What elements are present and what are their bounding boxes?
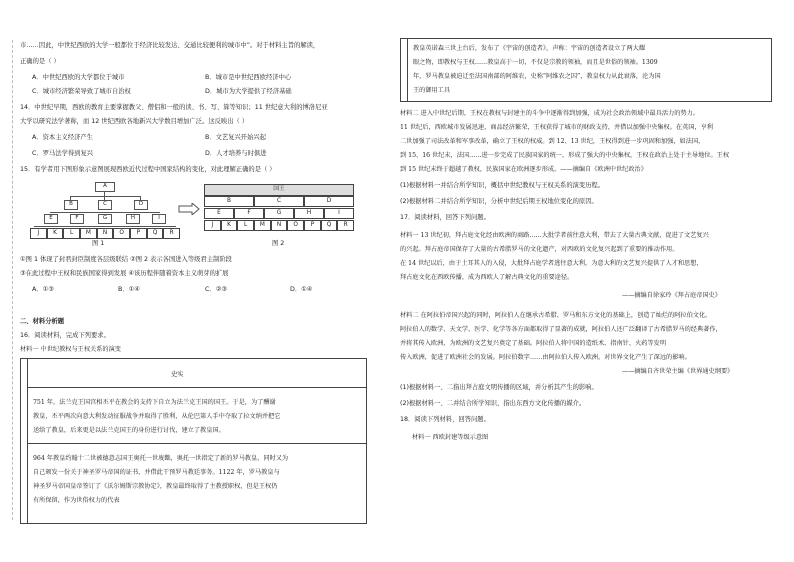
fig2-row2-cell-2: G: [264, 208, 294, 219]
figure-1-caption: 图 1: [92, 240, 105, 247]
figure-2-caption: 图 2: [272, 240, 285, 247]
q17-req2: (2)根据材料一、二并结合所学知识，指出东西方文化传播的媒介。: [400, 400, 586, 407]
q13-option-b: B．城市是中世纪西欧经济中心: [205, 74, 292, 81]
q16-material-title: 材料一 中世纪教权与王权关系的演变: [20, 346, 121, 353]
q16-line1: 16．阅读材料，完成下列要求。: [20, 332, 110, 339]
fig1-node-a: A: [95, 182, 115, 192]
q17-m1-source: ——摘编自徐家玲《拜占庭帝国史》: [622, 292, 721, 299]
fig1-node-i: I: [152, 214, 166, 224]
figure-1: [30, 180, 180, 246]
fig2-row2-cell-1: F: [234, 208, 264, 219]
fig1-node-h: H: [126, 214, 140, 224]
table-row1-line2: 教皇，丕平两次向意大利发动征服战争并取得了胜利，从伦巴第人手中夺取了拉文纳并把它: [33, 413, 281, 420]
fig1-leaf-0: J: [30, 228, 47, 239]
q13-option-d: D．城市为大学提供了经济基础: [205, 88, 292, 95]
q16-req1: (1)根据材料一并结合所学知识，概括中世纪教权与王权关系的演变历程。: [400, 182, 605, 189]
fig2-row2-cell-0: E: [204, 208, 234, 219]
fig1-node-g: G: [98, 214, 112, 224]
fig2-row3-cell-8: R: [337, 220, 354, 231]
q15-items1: ①图 1 体现了封君封臣制度各层级联结 ②图 2 表示各国进入等级君主制阶段: [20, 256, 232, 263]
fig1-leaf-6: P: [130, 228, 147, 239]
table-row2-line1: 964 年教皇约翰十二世被德意志国王奥托一世废黜，奥托一世指定了新的罗马教皇，同时又为: [33, 455, 289, 462]
fig1-leaf-8: R: [163, 228, 180, 239]
q17-line1: 17．阅读材料，回答下列问题。: [400, 214, 490, 221]
q17-m1-line2: 的兴起。拜占庭帝国保存了大量的古希腊罗马的文化遗产，对西欧的文化复兴起到了重要的推动作用。: [400, 246, 679, 253]
fig1-node-e: E: [44, 214, 58, 224]
figure-2: [204, 184, 354, 236]
fig2-king: 国王: [204, 184, 354, 196]
q17-m1-line1: 材料一 13 世纪初，拜占庭文化经由欧洲的商路……大批学者前往意大利，带去了大量古典文献，促进了文艺复兴: [400, 232, 709, 239]
fig1-leaf-1: K: [47, 228, 64, 239]
fig2-row1-cell-0: B: [204, 196, 254, 207]
table-row2-line2: 自己颁发一份关于神圣罗马帝国的证书，并借此干预罗马教廷事务。1122 年，罗马教皇与: [33, 469, 280, 476]
fig1-leaf-7: Q: [147, 228, 164, 239]
fig2-row3-cell-4: N: [271, 220, 288, 231]
fig2-row3: [204, 220, 354, 230]
box-line3: 年，罗马教皇被迫迁至法国南部的阿维农，史称“阿维农之囚”，教皇权力从此衰落，沦为国: [413, 73, 661, 80]
q14-option-d: D．人才培养与时俱进: [205, 150, 267, 157]
q15-items2: ③在此过程中王权和民族国家得到发展 ④该历程伴随着资本主义萌芽的扩展: [20, 270, 229, 277]
fig2-row3-cell-2: L: [237, 220, 254, 231]
fig2-row3-cell-3: M: [254, 220, 271, 231]
material-box: [400, 38, 772, 102]
box-line1: 教皇英诺森三世上台后，发布了《宇宙的创造者》，声称：宇宙的创造者设立了两大耀: [413, 45, 646, 52]
q18-line1: 18．阅读下列材料，回答问题。: [400, 416, 490, 423]
fig1-leaf-4: N: [97, 228, 114, 239]
fig1-leaf-5: O: [113, 228, 130, 239]
q17-req1: (1)根据材料一、二指出拜占庭文明传播的区域，并分析其产生的影响。: [400, 384, 598, 391]
q13-option-c: C．城市经济繁荣导致了城市自治权: [32, 88, 131, 95]
fig1-leaf-2: L: [63, 228, 80, 239]
q17-m2-line3: 并将其传入欧洲，为欧洲的文艺复兴奠定了基础。阿拉伯人将中国的造纸术、指南针、火药等发明: [400, 340, 667, 347]
fig1-leaf-3: M: [80, 228, 97, 239]
q15-option-a: A．①③: [32, 286, 54, 293]
q14-line1: 14．中世纪早期，西欧的教育主要掌握教父、僧侣和一般的读、书、写、算等知识；11 世纪意大利的博洛尼亚: [20, 104, 328, 111]
q13-tail2: 正确的是（ ）: [20, 58, 60, 65]
q17-m1-line4: 拜占庭文化在西欧传播，成为西欧人了解古典文化的重要途径。: [400, 274, 574, 281]
q17-m2-line2: 阿拉伯人的数学、天文学、医学、化学等各方面都取得了显著的成就，阿拉伯人还广泛翻译了古希腊罗马的经典著作，: [400, 326, 722, 333]
m2-line4: 到 15、16 世纪末，法国……进一步完成了民族国家的统一，形成了强大的中央集权，王权在政治上处于主导地位。王权: [400, 152, 730, 159]
table-row1-line3: 送给了教皇，后来更是以法兰克国王的身份进行讨伐，建立了教皇国。: [33, 427, 225, 434]
fig2-row1-cell-2: D: [304, 196, 354, 207]
box-line4: 王的御用工具: [413, 87, 451, 94]
q17-m2-line1: 材料二 在阿拉伯帝国兴起的同时，阿拉伯人在继承古希腊、罗马和东方文化的基础上，创造了灿烂的阿拉伯文化。: [400, 312, 712, 319]
q13-option-a: A．中世纪西欧的大学都位于城市: [32, 74, 125, 81]
box-line2: 眼之物，即教权与王权……教皇高于一切，不仅是宗教的领袖，而且是世俗的领袖。1309: [413, 59, 658, 66]
fig1-node-b: B: [64, 200, 78, 210]
q14-option-c: C．罗马法学得到复兴: [32, 150, 94, 157]
q15-option-b: B．①④: [118, 286, 140, 293]
m2-line2: 11 世纪后，西欧城市发展迅速，商品经济繁荣，王权获得了城市的财政支持，并借以加强中央集权。在英国，亨利: [400, 124, 714, 131]
q18-material1: 材料一 西欧封建等级示意图: [412, 434, 489, 441]
section-2-heading: 二、材料分析题: [20, 318, 65, 325]
fig2-row1-cell-1: C: [254, 196, 304, 207]
q14-option-a: A．资本主义经济产生: [32, 134, 93, 141]
fig1-leaf-row: [30, 228, 180, 238]
fig1-node-d: D: [134, 200, 148, 210]
table-header: 史实: [171, 371, 184, 378]
fig2-row2-cell-4: I: [324, 208, 354, 219]
m2-line1: 材料二 进入中世纪后期，王权在教权与封建主的斗争中逐渐得到加强，成为社会政治领域中最具活力的势力。: [400, 110, 699, 117]
q15-line1: 15．有学者用下图形象示意图展现西欧近代过程中国家结构的变化，对此理解正确的是（ ）: [20, 166, 276, 173]
q16-req2: (2)根据材料二并结合所学知识，分析中世纪后期王权地位变化的原因。: [400, 198, 598, 205]
q15-option-d: D．①④: [290, 286, 313, 293]
binding-line: [12, 40, 13, 520]
fig2-row3-cell-0: J: [204, 220, 221, 231]
fig1-node-c: C: [98, 200, 112, 210]
q17-m1-line3: 在 14 世纪以后，由于土耳其人的入侵，大批拜占庭学者逃往意大利，为意大利的文艺复兴提供了人才和思想，: [400, 260, 703, 267]
q14-line2: 大学以研究法学著称，而 12 世纪西欧各地新兴大学数目增加广泛。这反映出（ ）: [20, 118, 249, 125]
q17-m2-line4: 传入欧洲，促进了欧洲社会的发展。阿拉伯数字……由阿拉伯人传入欧洲，对世界文化产生了深远的影响。: [400, 354, 691, 361]
fig1-node-f: F: [70, 214, 84, 224]
fig2-row2: [204, 208, 354, 218]
fig2-row3-cell-1: K: [221, 220, 238, 231]
m2-line3: 二世加强了司法改革和军事改革，确立了王权的权威。到 12、13 世纪，王权得到进一步巩固和加强，如法国，: [400, 138, 705, 145]
table-row2-line4: 有所保留，作为世俗权力的代表: [33, 497, 120, 504]
m2-line5: 到 15 世纪末终于超越了教权，民族国家在欧洲逐步形成。——摘编自《欧洲中世纪政治》: [400, 166, 647, 173]
fig2-row3-cell-6: P: [304, 220, 321, 231]
table-row1-line1: 751 年，法兰克王国宫相丕平在教会的支持下自立为法兰克王国的国王。于是，为了酬谢: [33, 399, 276, 406]
fig2-row3-cell-5: O: [287, 220, 304, 231]
fig2-row2-cell-3: H: [294, 208, 324, 219]
q17-m2-source: ——摘编自齐世荣主编《世界通史纲要》: [622, 368, 734, 375]
q13-tail: 市……因此，中世纪西欧的大学一般都位于经济比较发达、交通比较便利的城市中”。对于材料主旨的解读，: [20, 42, 320, 49]
fig2-row3-cell-7: Q: [321, 220, 338, 231]
q14-option-b: B．文艺复兴开始兴起: [205, 134, 266, 141]
q15-option-c: C．②③: [205, 286, 227, 293]
history-table: [20, 358, 367, 524]
fig2-row1: [204, 196, 354, 206]
arrow-icon: [178, 200, 200, 212]
table-row2-line3: 神圣罗马帝国皇帝签订了《沃尔姆斯宗教协定》，教皇最终取得了主教授职权，但是王权仍: [33, 483, 278, 490]
